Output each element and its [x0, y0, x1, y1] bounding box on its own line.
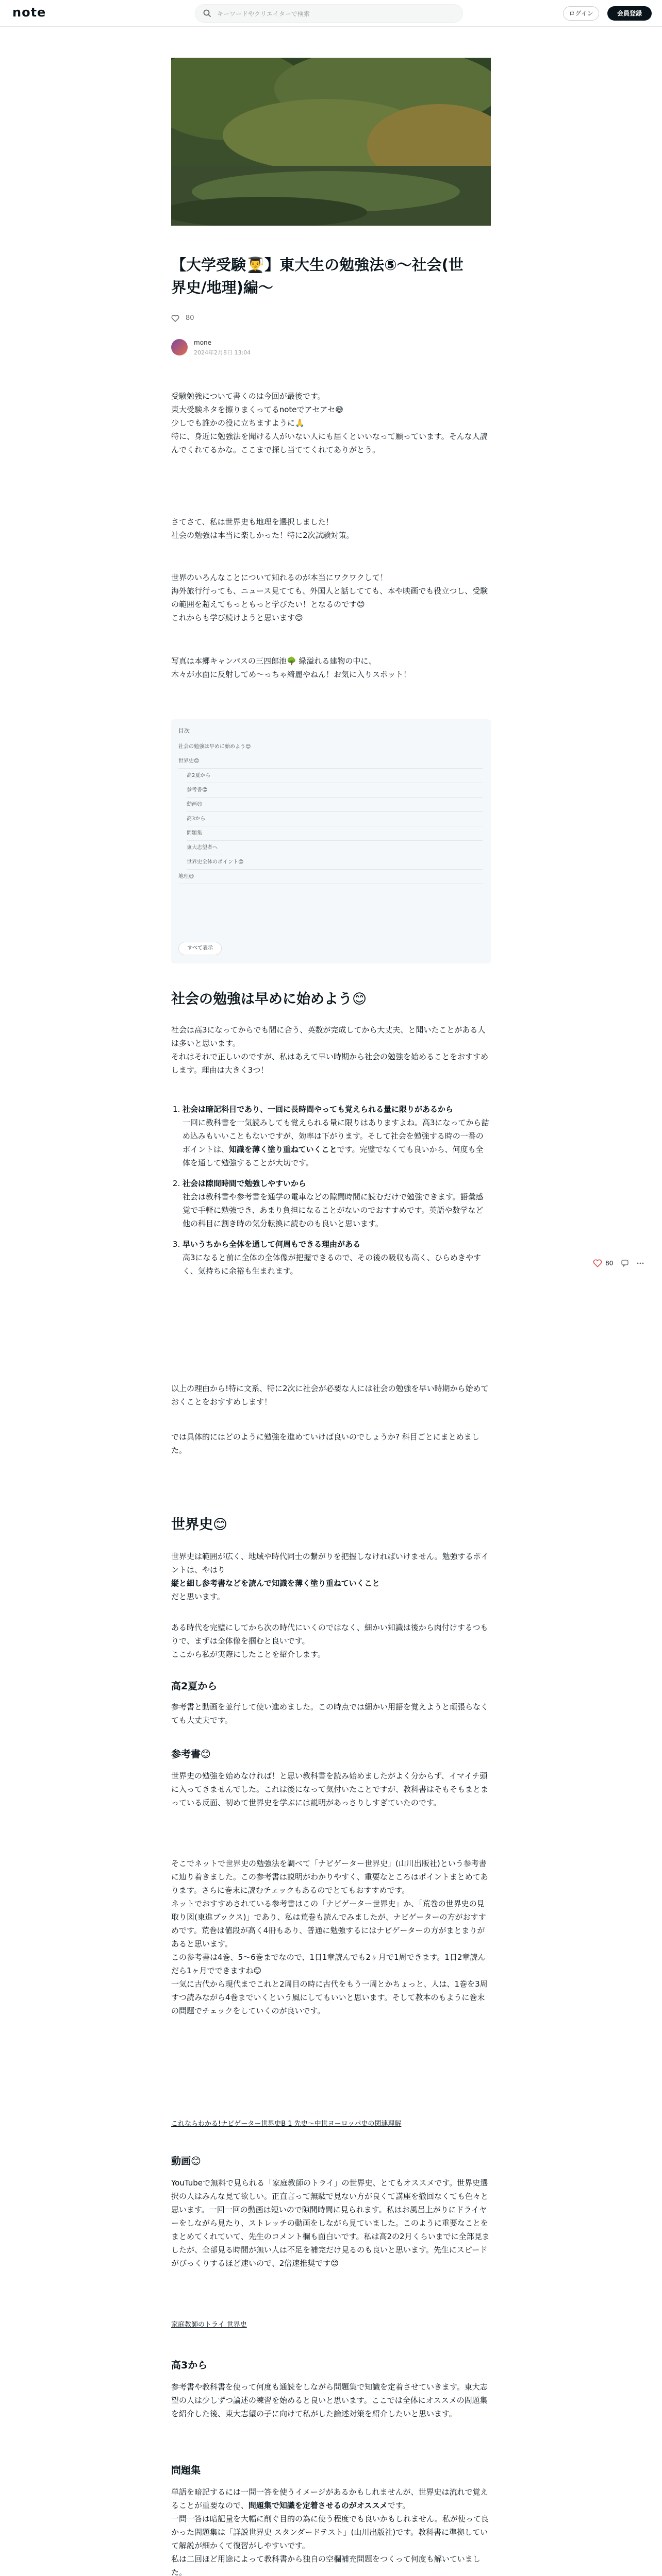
section-heading: 社会の勉強は早めに始めよう😊	[171, 991, 367, 1007]
like-count: 80	[186, 314, 194, 322]
text-line: これからも学び続けようと思います😊	[171, 613, 303, 622]
video-link[interactable]: 家庭教師のトライ 世界史	[171, 2321, 247, 2329]
subheading-k3: 高3から	[171, 2360, 208, 2371]
reasons-list	[171, 1103, 491, 1278]
title-line-2: 界史/地理)編〜	[171, 279, 273, 296]
toc-item[interactable]: 地理😊	[178, 870, 483, 884]
heart-icon[interactable]	[593, 1259, 602, 1268]
toc-item[interactable]: 動画😊	[187, 798, 483, 812]
text-line: 私は二回ほど用途によって教科書から独自の空欄補充問題をつくって何度も解いていました。	[171, 2554, 481, 2576]
text-line: 東大受験ネタを擦りまくってるnoteでアセアセ😅	[171, 405, 343, 414]
toc-label: 目次	[178, 727, 190, 734]
list-item-head: 社会は隙間時間で勉強しやすいから	[183, 1179, 307, 1188]
video-paragraph	[171, 2176, 491, 2270]
toc-item[interactable]: 社会の勉強は早めに始めよう😊	[178, 740, 483, 754]
author-avatar[interactable]	[171, 339, 188, 355]
hero-image	[171, 58, 491, 226]
text-line: 少しでも誰かの役に立ちますように🙏	[171, 418, 305, 428]
list-item-head: 社会は暗記科目であり、一回に長時間やっても覚えられる量に限りがあるから	[183, 1105, 454, 1114]
s2-intro-2	[171, 1621, 491, 1661]
author-name[interactable]: mone	[194, 339, 212, 346]
s2-intro	[171, 1550, 491, 1603]
k3-paragraph: 参考書や教科書を使って何度も通読をしながら問題集で知識を定着させていきます。東大志望の人は少しずつ論述の練習を始めると良いと思います。ここでは全体にオススメの問題集を紹介した後、東大志望の子に向けて私がした論述対策を紹介したいと思います。	[171, 2382, 488, 2418]
text-line: 一気に古代から現代までこれと2周目の時に古代をもう一周とかちょっと、人は、1巻を3周すつ読みながら4巻までいくという風にしてもいいと思います。そして教本のもように巻末の問題でチェックをしていくのが良いです。	[171, 1979, 488, 2015]
intro-paragraph	[171, 389, 491, 456]
like-area	[171, 313, 491, 325]
search-placeholder: キーワードやクリエイターで検索	[217, 10, 310, 18]
s1-after-2: では具体的にはどのように勉強を進めていけば良いのでしょうか? 科目ごとにまとめました。	[171, 1432, 479, 1455]
toc-show-all-button[interactable]: すべて表示	[178, 942, 222, 955]
text-line: 海外旅行行っても、ニュース見てても、外国人と話してても、本や映画でも役立つし、受験の範囲を超えてもっともっと学びたい！となるのです😊	[171, 586, 488, 609]
text-line: 単語を暗記するには一問一答を使うイメージがあるかもしれませんが、世界史は流れで覚えることが重要なので、	[171, 2487, 488, 2510]
signup-button[interactable]: 会員登録	[607, 6, 652, 21]
text-line: そこでネットで世界史の勉強法を調べて「ナビゲーター世界史」(山川出版社)という参考書に辿り着きました。この参考書は説明がわかりやすく、重要なところはポイントまとめてあります。さらに巻末に読むチェックもあるのでとてもおすすめです。	[171, 1859, 488, 1895]
toc-item[interactable]: 問題集	[187, 826, 483, 841]
section-heading-world-history: 世界史😊	[171, 1517, 228, 1533]
text-line: 木々が水面に反射してめ〜っちゃ綺麗やねん！お気に入りスポット！	[171, 670, 411, 679]
text-line: ここから私が実際にしたことを紹介します。	[171, 1650, 325, 1659]
subheading-k2: 高2夏から	[171, 1681, 218, 1692]
text-line: 世界史は範囲が広く、地域や時代同士の繋がりを把握しなければいけません。勉強するポイントは、やはり	[171, 1552, 489, 1574]
text-emphasis: 問題集で知識を定着させるのがオススメ	[248, 2501, 388, 2510]
list-item-head: 早いうちから全体を通して何周もできる理由がある	[183, 1240, 361, 1249]
list-item-body: 一回に教科書を一気読みしても覚えられる量に限りはありますよね。高3になってから詰め込みもいいこともないですが、効率は下がります。そして社会を勉強する時の一番のポイントは、	[183, 1118, 489, 1154]
s1-intro	[171, 1023, 491, 1077]
list-item-body: 社会は教科書や参考書を通学の電車などの隙間時間に読むだけで勉強できます。語彙感覚で手軽に勉強でき、あまり負担になることがないのでおすすめです。英語や数学など他の科目に割き時の気分転換に読むのも良いと思います。	[183, 1192, 484, 1228]
search-icon	[203, 9, 212, 18]
side-like-count: 80	[605, 1260, 614, 1267]
search-input[interactable]	[195, 4, 463, 23]
article-title	[171, 253, 491, 299]
list-item	[183, 1238, 491, 1278]
text-line: 社会の勉強は本当に楽しかった！特に2次試験対策。	[171, 531, 354, 540]
toc-item[interactable]: 参考書😊	[187, 783, 483, 798]
text-line: YouTubeで無料で見られる「家庭教師のトライ」の世界史、とてもオススメです。世界史選択の人はみんな見て欲しい。正直言って無駄で見ない方が良くて講座を撤回なくても色々と思います。一回一回の動画は短いので隙間時間に見られます。私はお風呂上がりにドライヤーをしながら見たり、ストレッチの動画をしながら見ていました。	[171, 2178, 489, 2228]
s1-after: 以上の理由から!特に文系、特に2次に社会が必要な人には社会の勉強を早い時期から始めておくことをおすすめします！	[171, 1384, 489, 1406]
text-emphasis: 縦と細し参考書などを読んで知識を薄く塗り重ねていくこと	[171, 1579, 380, 1588]
toc-item[interactable]: 高3から	[187, 812, 483, 826]
text-line: ある時代を完璧にしてから次の時代にいくのではなく、細かい知識は後から肉付けするつもりで、まずは全体像を掴むと良いです。	[171, 1623, 488, 1646]
table-of-contents	[171, 719, 491, 963]
text-line: 写真は本郷キャンパスの三四郎池🌳 緑溢れる建物の中に、	[171, 656, 376, 666]
problem-paragraph	[171, 2485, 491, 2576]
toc-item[interactable]: 高2夏から	[187, 769, 483, 783]
text-line: です。	[387, 2501, 410, 2510]
text-line: この参考書は4巻、5～6巻までなので、1日1章読んでも2ヶ月で1周できます。1日2章読んだら1ヶ月でできますね😊	[171, 1953, 486, 1975]
more-icon[interactable]	[636, 1259, 644, 1267]
text-line: 一問一答は暗記量を大幅に削ぐ目的の為に使う程度でも良いかもしれません。私が使って良かった問題集は「詳説世界史 スタンダードテスト」(山川出版社)です。教科書に準拠していて解説が細かくて復習がしやすいです。	[171, 2514, 489, 2550]
text-line: 受験勉強について書くのは今回が最後です。	[171, 392, 325, 401]
text-line: このように重要なことをまとめてくれていて、先生のコメント欄も面白いです。私は高2の2月くらいまでに全部見ましたが、全部見る時間が無い人は不足を補完だけ見るのも良いと思います。先生にスピードがびっくりするほど速いので、2倍速推奨です😊	[171, 2218, 490, 2268]
text-line: それはそれで正しいのですが、私はあえて早い時期から社会の勉強を始めることをおすすめします。理由は大きく3つ！	[171, 1052, 489, 1075]
subheading-reference: 参考書😊	[171, 1749, 211, 1760]
login-button[interactable]: ログイン	[563, 6, 599, 21]
title-line-1: 【大学受験👨‍🎓】東大生の勉強法⑤〜社会(世	[171, 256, 464, 274]
toc-item[interactable]: 世界史😊	[178, 754, 483, 769]
list-item	[183, 1103, 491, 1170]
list-item-body: 高3になると前に全体の全体像が把握できるので、その後の吸収も高く、ひらめきやすく、気持ちに余裕も生まれます。	[183, 1253, 481, 1276]
floating-action-bar	[593, 1257, 655, 1269]
text-line: さてさて、私は世界史も地理を選択しました！	[171, 517, 334, 527]
text-line: だと思います。	[171, 1592, 225, 1601]
text-line: ネットでおすすめされている参考書はこの「ナビゲーター世界史」か、「荒巻の世界史の見取り図(東進ブックス)」であり、私は荒巻も読んでみましたが、ナビゲーターの方がおすすめです。荒巻は値段が高く4冊もあり、普通に勉強するにはナビゲーターの方がまとまりがあると思います。	[171, 1899, 486, 1948]
subheading-video: 動画😊	[171, 2156, 201, 2167]
k2-paragraph: 参考書と動画を並行して使い進めました。この時点では細かい用語を覚えようと頑張らなくても大丈夫です。	[171, 1702, 489, 1725]
author-info[interactable]	[171, 337, 491, 361]
text-line: 特に、身近に勉強法を聞ける人がいない人にも届くといいなって願っています。そんな人読んでくれてるかな。ここまで探し当ててくれてありがとう。	[171, 432, 488, 454]
reference-link[interactable]: これならわかる!ナビゲーター世界史B 1 先史～中世ヨーロッパ史の関連理解	[171, 2120, 402, 2128]
site-header	[0, 0, 662, 27]
heart-icon[interactable]	[171, 314, 179, 323]
toc-item[interactable]: 東大志望者へ	[187, 841, 483, 855]
intro-paragraph-3	[171, 571, 491, 624]
ref-paragraph-2	[171, 1857, 491, 2018]
publish-date: 2024年2月8日 13:04	[194, 349, 251, 356]
list-item-body: です。完璧でなくても良いから、何度も全体を通して勉強することが大切です。	[183, 1145, 484, 1167]
intro-paragraph-4	[171, 654, 491, 681]
toc-item[interactable]: 世界史全体のポイント😊	[187, 855, 483, 870]
text-line: 社会は高3になってからでも間に合う、英数が完成してから大丈夫、と聞いたことがある人は多いと思います。	[171, 1025, 486, 1048]
list-item-emphasis: 知識を薄く塗り重ねていくこと	[229, 1145, 337, 1154]
subheading-problem-book: 問題集	[171, 2465, 201, 2476]
intro-paragraph-2	[171, 515, 491, 542]
list-item	[183, 1177, 491, 1230]
text-line: 世界のいろんなことについて知れるのが本当にワクワクして！	[171, 573, 388, 582]
comment-icon[interactable]	[621, 1259, 629, 1267]
ref-paragraph: 世界史の勉強を始めなければ！と思い教科書を読み始めましたがよく分からず、イマイチ頭に入ってきませんでした。これは後になって気付いたことですが、教科書はそもそもまとまっている反面、初めて世界史を学ぶには説明があっさりしすぎていたのです。	[171, 1771, 489, 1807]
note-logo[interactable]: note	[12, 5, 46, 20]
